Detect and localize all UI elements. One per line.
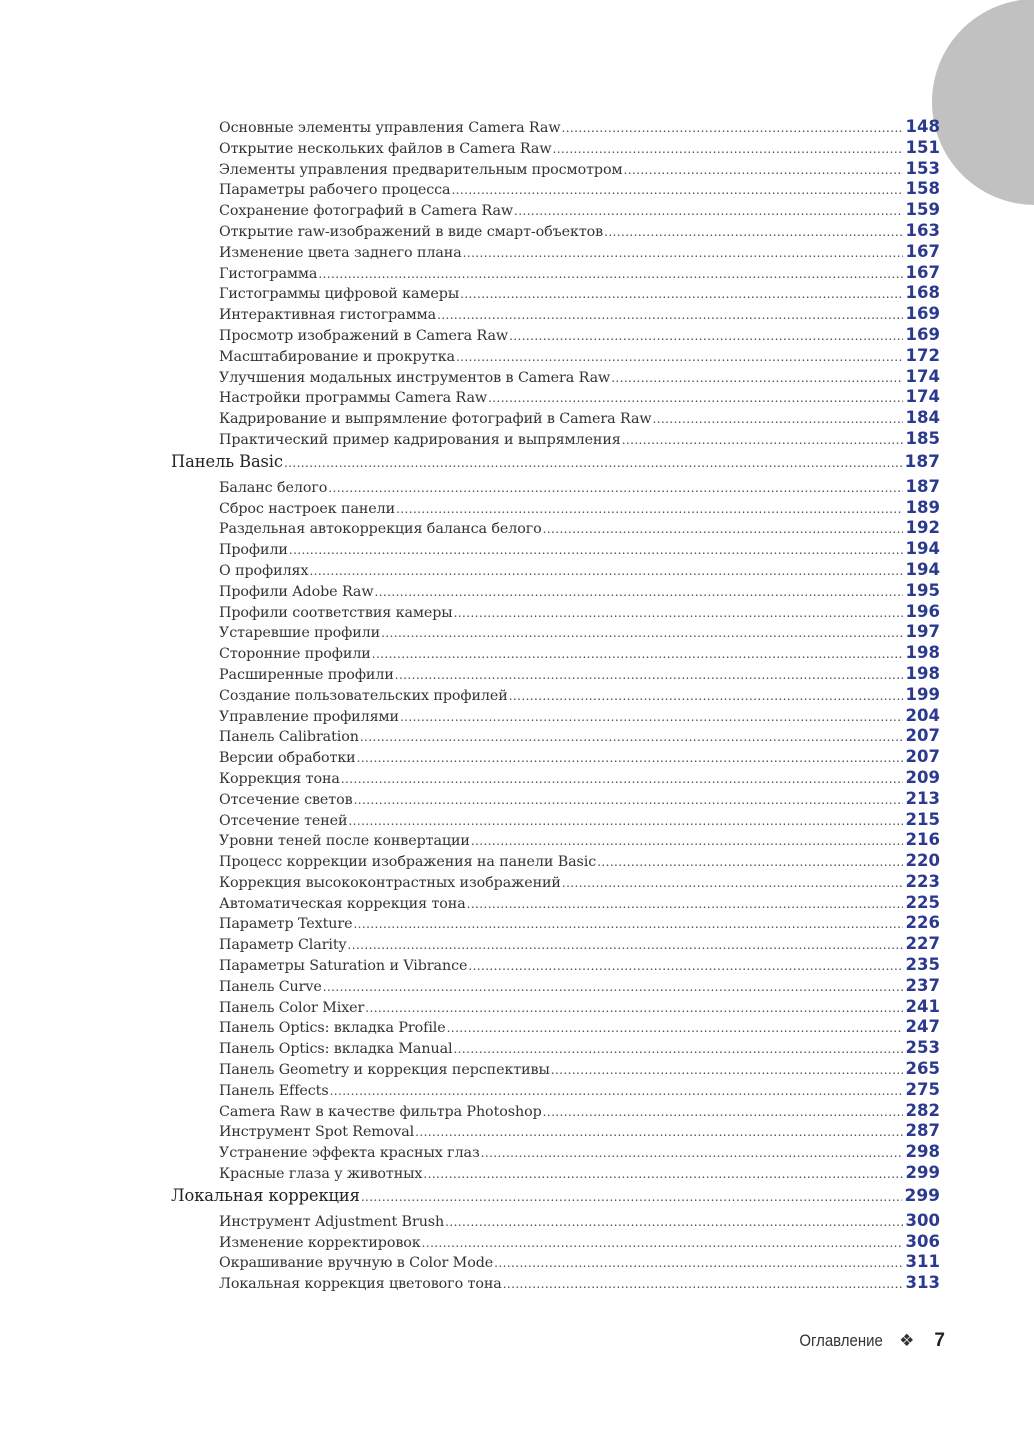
dot-leader [622,433,903,447]
toc-entry[interactable] [171,830,940,851]
toc-entry[interactable] [171,747,940,768]
toc-entry-title: Профили Adobe Raw [219,583,374,600]
toc-entry[interactable] [171,539,940,560]
toc-entry-page: 282 [905,1100,940,1120]
toc-entry[interactable] [171,304,940,325]
dot-leader [552,142,902,156]
toc-entry-page: 275 [905,1079,940,1099]
dot-leader [289,543,903,557]
toc-entry-page: 189 [905,497,940,517]
toc-entry[interactable] [171,179,940,200]
toc-entry[interactable] [171,1142,940,1163]
toc-entry[interactable] [171,429,940,450]
dot-leader [447,1021,903,1035]
toc-entry[interactable] [171,997,940,1018]
toc-entry[interactable] [171,955,940,976]
dot-leader [454,606,903,620]
toc-section-entry[interactable] [171,450,940,477]
toc-entry-title: Баланс белого [219,479,328,496]
toc-entry[interactable] [171,643,940,664]
running-header-label: Оглавление [799,1331,884,1350]
toc-entry[interactable] [171,477,940,498]
toc-entry-title: Панель Color Mixer [219,999,365,1016]
dot-leader [543,522,903,536]
toc-entry-page: 311 [905,1252,940,1272]
toc-section-entry[interactable] [171,1184,940,1211]
page-footer [760,1330,945,1360]
toc-entry-title: Элементы управления предварительным просмотром [219,161,623,178]
toc-entry-title: Локальная коррекция цветового тона [219,1276,502,1293]
toc-entry[interactable] [171,387,940,408]
toc-entry[interactable] [171,200,940,221]
dot-leader [481,1146,903,1160]
dot-leader [348,814,902,828]
toc-entry-title: Раздельная автокоррекция баланса белого [219,521,542,538]
toc-entry-page: 169 [905,324,940,344]
toc-entry-page: 196 [905,601,940,621]
dot-leader [357,751,903,765]
toc-entry-title: Автоматическая коррекция тона [219,895,466,912]
toc-entry-title: Camera Raw в качестве фильтра Photoshop [219,1103,542,1120]
toc-entry-title: Сброс настроек панели [219,500,396,517]
toc-entry-title: Кадрирование и выпрямление фотографий в Camera Raw [219,411,652,428]
toc-entry-page: 209 [905,767,940,787]
dot-leader [543,1105,903,1119]
toc-entry-title: Параметр Texture [219,916,353,933]
toc-entry-title: Сторонние профили [219,646,371,663]
toc-entry-title: Профили соответствия камеры [219,604,453,621]
toc-entry[interactable] [171,1121,940,1142]
toc-entry[interactable] [171,367,940,388]
dot-leader [396,502,902,516]
dot-leader [341,772,903,786]
toc-entry[interactable] [171,242,940,263]
toc-entry-title: Панель Curve [219,978,322,995]
dot-leader [372,647,903,661]
toc-entry-page: 194 [905,539,940,559]
toc-entry-title: Параметр Clarity [219,937,347,954]
toc-entry-title: Инструмент Spot Removal [219,1124,415,1141]
toc-entry[interactable] [171,221,940,242]
dot-leader [360,730,903,744]
toc-entry-title: Изменение цвета заднего плана [219,244,462,261]
dot-leader [361,1190,902,1204]
toc-entry[interactable] [171,810,940,831]
toc-entry-page: 195 [905,580,940,600]
toc-entry-page: 151 [905,137,940,157]
toc-entry-title: Отсечение теней [219,812,348,829]
dot-leader [423,1167,902,1181]
toc-entry-page: 192 [905,518,940,538]
toc-entry-title: Изменение корректировок [219,1234,421,1251]
toc-entry[interactable] [171,581,940,602]
toc-entry-page: 197 [905,622,940,642]
dot-leader [471,834,903,848]
dot-leader [653,412,903,426]
toc-entry-page: 299 [904,1185,940,1206]
toc-entry-title: Расширенные профили [219,666,394,683]
toc-entry-title: Локальная коррекция [171,1185,360,1205]
dot-leader [551,1063,903,1077]
toc-entry-title: Профили [219,542,288,559]
dot-leader [328,481,902,495]
toc-entry[interactable] [171,872,940,893]
dot-leader [456,350,903,364]
toc-entry-page: 300 [905,1210,940,1230]
toc-entry-title: Панель Optics: вкладка Manual [219,1041,453,1058]
dot-leader [460,287,902,301]
toc-entry-page: 148 [905,117,940,136]
toc-entry-title: Сохранение фотографий в Camera Raw [219,203,514,220]
toc-entry[interactable] [171,602,940,623]
toc-entry-title: Открытие нескольких файлов в Camera Raw [219,140,552,157]
page-number: 7 [934,1330,945,1351]
toc-entry[interactable] [171,498,940,519]
dot-leader [323,980,903,994]
dot-leader [353,917,902,931]
toc-entry-page: 313 [905,1273,940,1293]
toc-entry-page: 241 [905,996,940,1016]
toc-entry[interactable] [171,346,940,367]
toc-entry[interactable] [171,1101,940,1122]
dot-leader [365,1001,902,1015]
toc-entry-title: Основные элементы управления Camera Raw [219,120,561,136]
toc-entry-page: 225 [905,892,940,912]
dot-leader [375,585,903,599]
toc-entry[interactable] [171,685,940,706]
toc-entry-title: Окрашивание вручную в Color Mode [219,1255,494,1272]
toc-entry-page: 153 [905,158,940,178]
toc-entry-page: 198 [905,643,940,663]
toc-entry-title: Отсечение светов [219,791,353,808]
toc-entry-page: 194 [905,559,940,579]
toc-entry-page: 207 [905,726,940,746]
toc-entry-title: О профилях [219,562,309,579]
toc-entry-title: Устаревшие профили [219,625,381,642]
dot-leader [381,626,902,640]
table-of-contents [171,117,940,1294]
toc-entry-title: Создание пользовательских профилей [219,687,508,704]
toc-entry-title: Настройки программы Camera Raw [219,390,488,407]
toc-entry-page: 298 [905,1142,940,1162]
toc-entry-page: 204 [905,705,940,725]
toc-entry[interactable] [171,408,940,429]
dot-leader [354,793,903,807]
toc-entry[interactable] [171,1211,940,1232]
toc-entry-title: Интерактивная гистограмма [219,307,437,324]
toc-entry-page: 223 [905,871,940,891]
toc-entry[interactable] [171,726,940,747]
ornament-icon: ❖ [899,1331,915,1351]
dot-leader [309,564,902,578]
toc-entry-page: 198 [905,663,940,683]
dot-leader [611,371,902,385]
dot-leader [330,1084,903,1098]
dot-leader [509,329,902,343]
toc-entry-page: 167 [905,262,940,282]
toc-entry-title: Панель Calibration [219,729,359,746]
toc-entry-page: 172 [905,345,940,365]
toc-entry-page: 213 [905,788,940,808]
toc-entry[interactable] [171,1232,940,1253]
toc-entry-page: 215 [905,809,940,829]
toc-entry[interactable] [171,893,940,914]
dot-leader [451,183,902,197]
dot-leader [623,163,902,177]
dot-leader [453,1042,902,1056]
toc-entry-page: 237 [905,975,940,995]
toc-entry-page: 306 [905,1231,940,1251]
toc-entry[interactable] [171,934,940,955]
toc-entry[interactable] [171,1017,940,1038]
toc-entry[interactable] [171,1252,940,1273]
toc-entry-title: Панель Optics: вкладка Profile [219,1020,446,1037]
toc-entry[interactable] [171,1038,940,1059]
toc-entry-title: Версии обработки [219,750,356,767]
dot-leader [437,308,902,322]
toc-entry-page: 235 [905,955,940,975]
toc-entry-page: 227 [905,934,940,954]
toc-entry[interactable] [171,138,940,159]
dot-leader [509,689,903,703]
toc-entry-page: 167 [905,241,940,261]
toc-entry-page: 169 [905,304,940,324]
toc-entry[interactable] [171,159,940,180]
toc-entry-page: 216 [905,830,940,850]
dot-leader [415,1125,902,1139]
toc-entry-page: 253 [905,1038,940,1058]
dot-leader [284,456,902,470]
toc-entry-page: 174 [905,387,940,407]
dot-leader [597,855,902,869]
toc-entry-page: 163 [905,220,940,240]
toc-entry-title: Процесс коррекции изображения на панели Basic [219,854,597,871]
dot-leader [468,959,902,973]
toc-entry[interactable] [171,560,940,581]
dot-leader [467,897,903,911]
dot-leader [463,246,903,260]
toc-entry-title: Практический пример кадрирования и выпрямления [219,431,621,448]
dot-leader [503,1277,903,1291]
toc-entry[interactable] [171,263,940,284]
toc-entry-title: Улучшения модальных инструментов в Camera Raw [219,369,611,386]
toc-entry-page: 299 [905,1163,940,1183]
toc-entry-page: 265 [905,1059,940,1079]
toc-entry-page: 287 [905,1121,940,1141]
toc-entry-title: Гистограмма [219,265,318,282]
toc-entry-title: Уровни теней после конвертации [219,833,470,850]
toc-entry[interactable] [171,789,940,810]
dot-leader [494,1256,902,1270]
toc-entry-title: Параметры рабочего процесса [219,182,451,199]
toc-entry[interactable] [171,518,940,539]
toc-entry-page: 168 [905,283,940,303]
dot-leader [348,938,903,952]
toc-entry-page: 187 [904,451,940,472]
toc-entry-page: 226 [905,913,940,933]
toc-entry-page: 207 [905,747,940,767]
dot-leader [514,204,903,218]
dot-leader [422,1236,903,1250]
toc-entry-page: 247 [905,1017,940,1037]
dot-leader [562,121,903,135]
toc-entry-title: Управление профилями [219,708,399,725]
toc-entry[interactable] [171,325,940,346]
toc-entry-title: Панель Effects [219,1082,329,1099]
toc-entry-title: Параметры Saturation и Vibrance [219,958,468,975]
toc-entry-title: Коррекция тона [219,770,340,787]
toc-entry[interactable] [171,1059,940,1080]
toc-entry[interactable] [171,851,940,872]
toc-entry[interactable] [171,913,940,934]
dot-leader [318,267,902,281]
toc-entry-title: Гистограммы цифровой камеры [219,286,460,303]
dot-leader [445,1215,902,1229]
toc-entry-page: 158 [905,179,940,199]
toc-entry[interactable] [171,1163,940,1184]
toc-entry-title: Панель Basic [171,451,283,471]
dot-leader [562,876,903,890]
toc-entry-title: Красные глаза у животных [219,1166,423,1183]
toc-entry[interactable] [171,664,940,685]
toc-entry-title: Инструмент Adjustment Brush [219,1213,445,1230]
toc-entry[interactable] [171,768,940,789]
toc-entry-title: Коррекция высококонтрастных изображений [219,874,561,891]
toc-entry[interactable] [171,283,940,304]
toc-entry-title: Панель Geometry и коррекция перспективы [219,1062,550,1079]
toc-entry-page: 159 [905,200,940,220]
toc-entry[interactable] [171,622,940,643]
toc-entry-page: 184 [905,408,940,428]
toc-entry-title: Открытие raw-изображений в виде смарт-объектов [219,223,604,240]
toc-entry-page: 187 [905,476,940,496]
dot-leader [395,668,903,682]
dot-leader [488,391,902,405]
toc-entry-title: Устранение эффекта красных глаз [219,1145,480,1162]
dot-leader [400,710,903,724]
toc-entry-page: 220 [905,851,940,871]
toc-entry-page: 199 [905,684,940,704]
toc-entry[interactable] [171,1273,940,1294]
corner-tab-circle [932,0,1034,205]
toc-entry-page: 174 [905,366,940,386]
toc-entry[interactable] [171,117,940,138]
toc-entry[interactable] [171,1080,940,1101]
dot-leader [604,225,902,239]
toc-entry-page: 185 [905,428,940,448]
toc-entry-title: Масштабирование и прокрутка [219,348,455,365]
toc-entry[interactable] [171,706,940,727]
toc-entry-title: Просмотр изображений в Camera Raw [219,327,509,344]
toc-entry[interactable] [171,976,940,997]
